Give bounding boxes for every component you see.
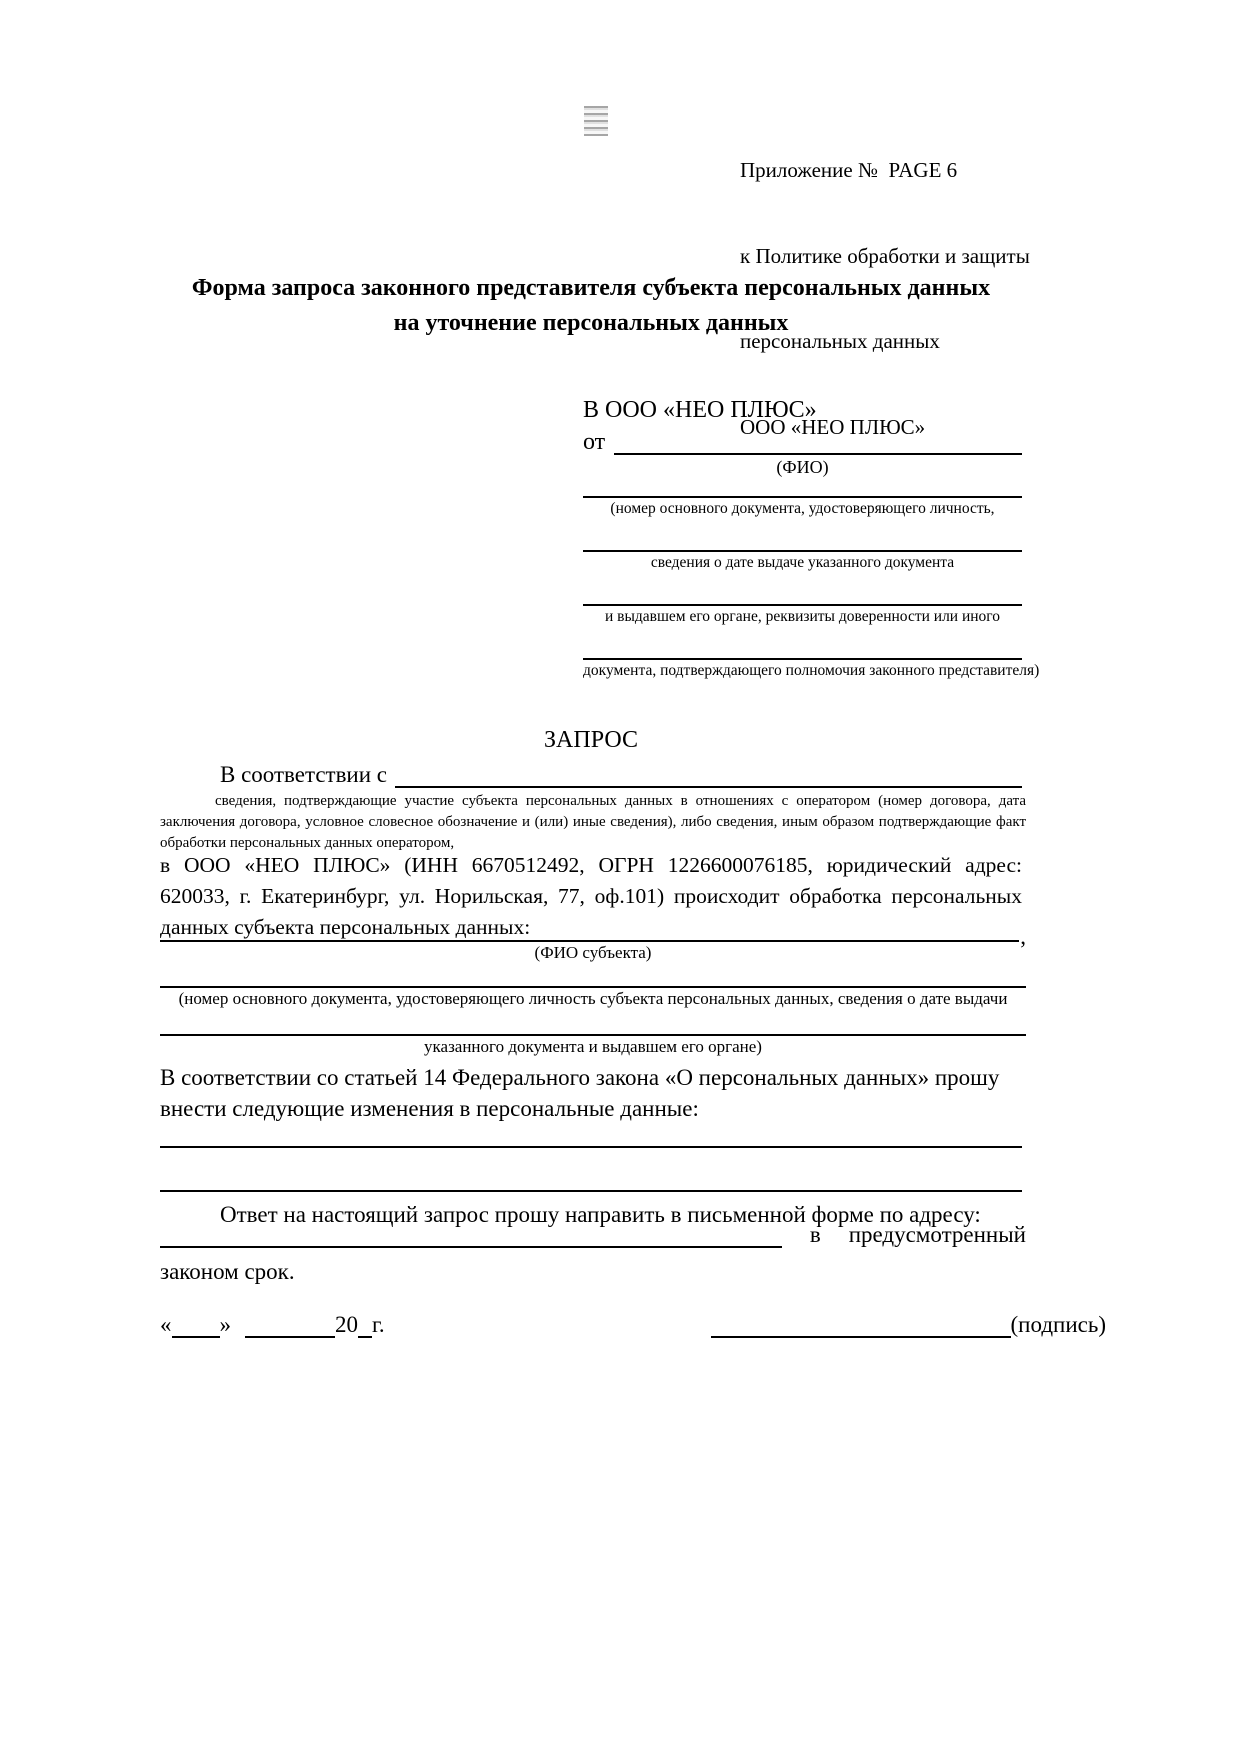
address-fill-line[interactable] bbox=[160, 1222, 782, 1248]
appendix-line-policy: к Политике обработки и защиты bbox=[740, 243, 1030, 268]
reply-word-term: предусмотренный bbox=[848, 1222, 1026, 1247]
appendix-line-personal-data: персональных данных bbox=[740, 329, 940, 353]
blurred-text-artifact bbox=[584, 106, 608, 136]
date-day-line[interactable] bbox=[172, 1313, 220, 1338]
amendment-line-2: внести следующие изменения в персональные данные: bbox=[160, 1096, 699, 1121]
date-open-quote: « bbox=[160, 1312, 172, 1337]
doc-caption-2: сведения о дате выдаче указанного документа bbox=[650, 554, 955, 571]
request-heading: ЗАПРОС bbox=[544, 727, 638, 753]
from-row bbox=[583, 430, 1022, 455]
doc-caption-1: (номер основного документа, удостоверяющего личность, bbox=[610, 500, 995, 517]
trailing-comma: , bbox=[1020, 924, 1026, 949]
footnote-line-3: обработки персональных данных оператором, bbox=[160, 835, 455, 851]
addressee-organization: В ООО «НЕО ПЛЮС» bbox=[583, 397, 817, 423]
intro-prefix: В соответствии с bbox=[220, 762, 388, 787]
doc-caption-3: и выдавшем его органе, реквизиты доверенности или иного bbox=[604, 608, 1001, 625]
footnote-line-1: сведения, подтверждающие участие субъекта персональных данных в отношениях с оператором (номер договора, дата bbox=[215, 793, 1026, 809]
representative-doc-line-2[interactable] bbox=[583, 519, 1022, 552]
appendix-line-number: Приложение № PAGE 6 bbox=[740, 158, 958, 182]
footnote-line-2: заключения договора, условное словесное обозначение и (или) иные сведения), либо сведения, иным образом подтверждающие факт bbox=[160, 814, 1026, 830]
representative-doc-line-3[interactable] bbox=[583, 573, 1022, 606]
date-close-quote: » bbox=[219, 1312, 231, 1337]
subject-doc-caption-1: (номер основного документа, удостоверяющего личность субъекта персональных данных, сведения о дате выдачи bbox=[178, 989, 1008, 1008]
form-title-line-1: Форма запроса законного представителя субъекта персональных данных bbox=[191, 275, 991, 301]
subject-fio-line[interactable] bbox=[160, 928, 1019, 942]
amendment-paragraph bbox=[160, 1062, 1026, 1124]
fio-caption: (ФИО) bbox=[776, 457, 829, 477]
amendment-line-1: В соответствии со статьей 14 Федерального закона «О персональных данных» прошу bbox=[160, 1065, 1000, 1090]
addressee-block bbox=[583, 395, 1040, 681]
signature-caption: (подпись) bbox=[1010, 1312, 1106, 1337]
representative-fio-line[interactable] bbox=[614, 431, 1022, 455]
signature-line[interactable] bbox=[711, 1313, 1011, 1338]
changes-fill-line-1[interactable] bbox=[160, 1146, 1022, 1148]
date-year-line[interactable] bbox=[358, 1313, 372, 1338]
basis-fill-line[interactable] bbox=[395, 763, 1022, 788]
intro-row bbox=[160, 760, 1022, 788]
subject-doc-caption-2: указанного документа и выдавшем его органе) bbox=[424, 1037, 762, 1056]
changes-fill-line-2[interactable] bbox=[160, 1190, 1022, 1192]
doc-caption-4: документа, подтверждающего полномочия законного представителя) bbox=[583, 662, 1040, 679]
subject-doc-line-2[interactable] bbox=[160, 1010, 1026, 1036]
form-title bbox=[160, 271, 1022, 341]
date-month-line[interactable] bbox=[245, 1313, 335, 1338]
reply-tail: законом срок. bbox=[160, 1259, 295, 1284]
signature-date-row bbox=[160, 1310, 1106, 1338]
subject-doc-line-1[interactable] bbox=[160, 964, 1026, 988]
operator-line-2: 620033, г. Екатеринбург, ул. Норильская, 77, оф.101) происходит обработка персональных bbox=[160, 884, 1022, 908]
year-prefix: 20 bbox=[335, 1312, 358, 1337]
reply-paragraph: Ответ на настоящий запрос прошу направить в письменной форме по адресу: bbox=[220, 1202, 981, 1227]
form-title-line-2: на уточнение персональных данных bbox=[393, 310, 789, 336]
operator-line-1: в ООО «НЕО ПЛЮС» (ИНН 6670512492, ОГРН 1226600076185, юридический адрес: bbox=[160, 853, 1022, 877]
address-row bbox=[160, 1221, 1026, 1248]
representative-doc-line-4[interactable] bbox=[583, 627, 1022, 660]
reply-word-in: в bbox=[809, 1222, 821, 1247]
operator-line-3: данных субъекта персональных данных: bbox=[160, 915, 531, 939]
subject-fio-caption: (ФИО субъекта) bbox=[534, 943, 652, 962]
appendix-line-company: ООО «НЕО ПЛЮС» bbox=[740, 414, 926, 439]
from-label: от bbox=[583, 429, 606, 455]
footnote-paragraph bbox=[160, 791, 1026, 854]
year-suffix-label: г. bbox=[372, 1312, 385, 1337]
representative-doc-line-1[interactable] bbox=[583, 479, 1022, 498]
